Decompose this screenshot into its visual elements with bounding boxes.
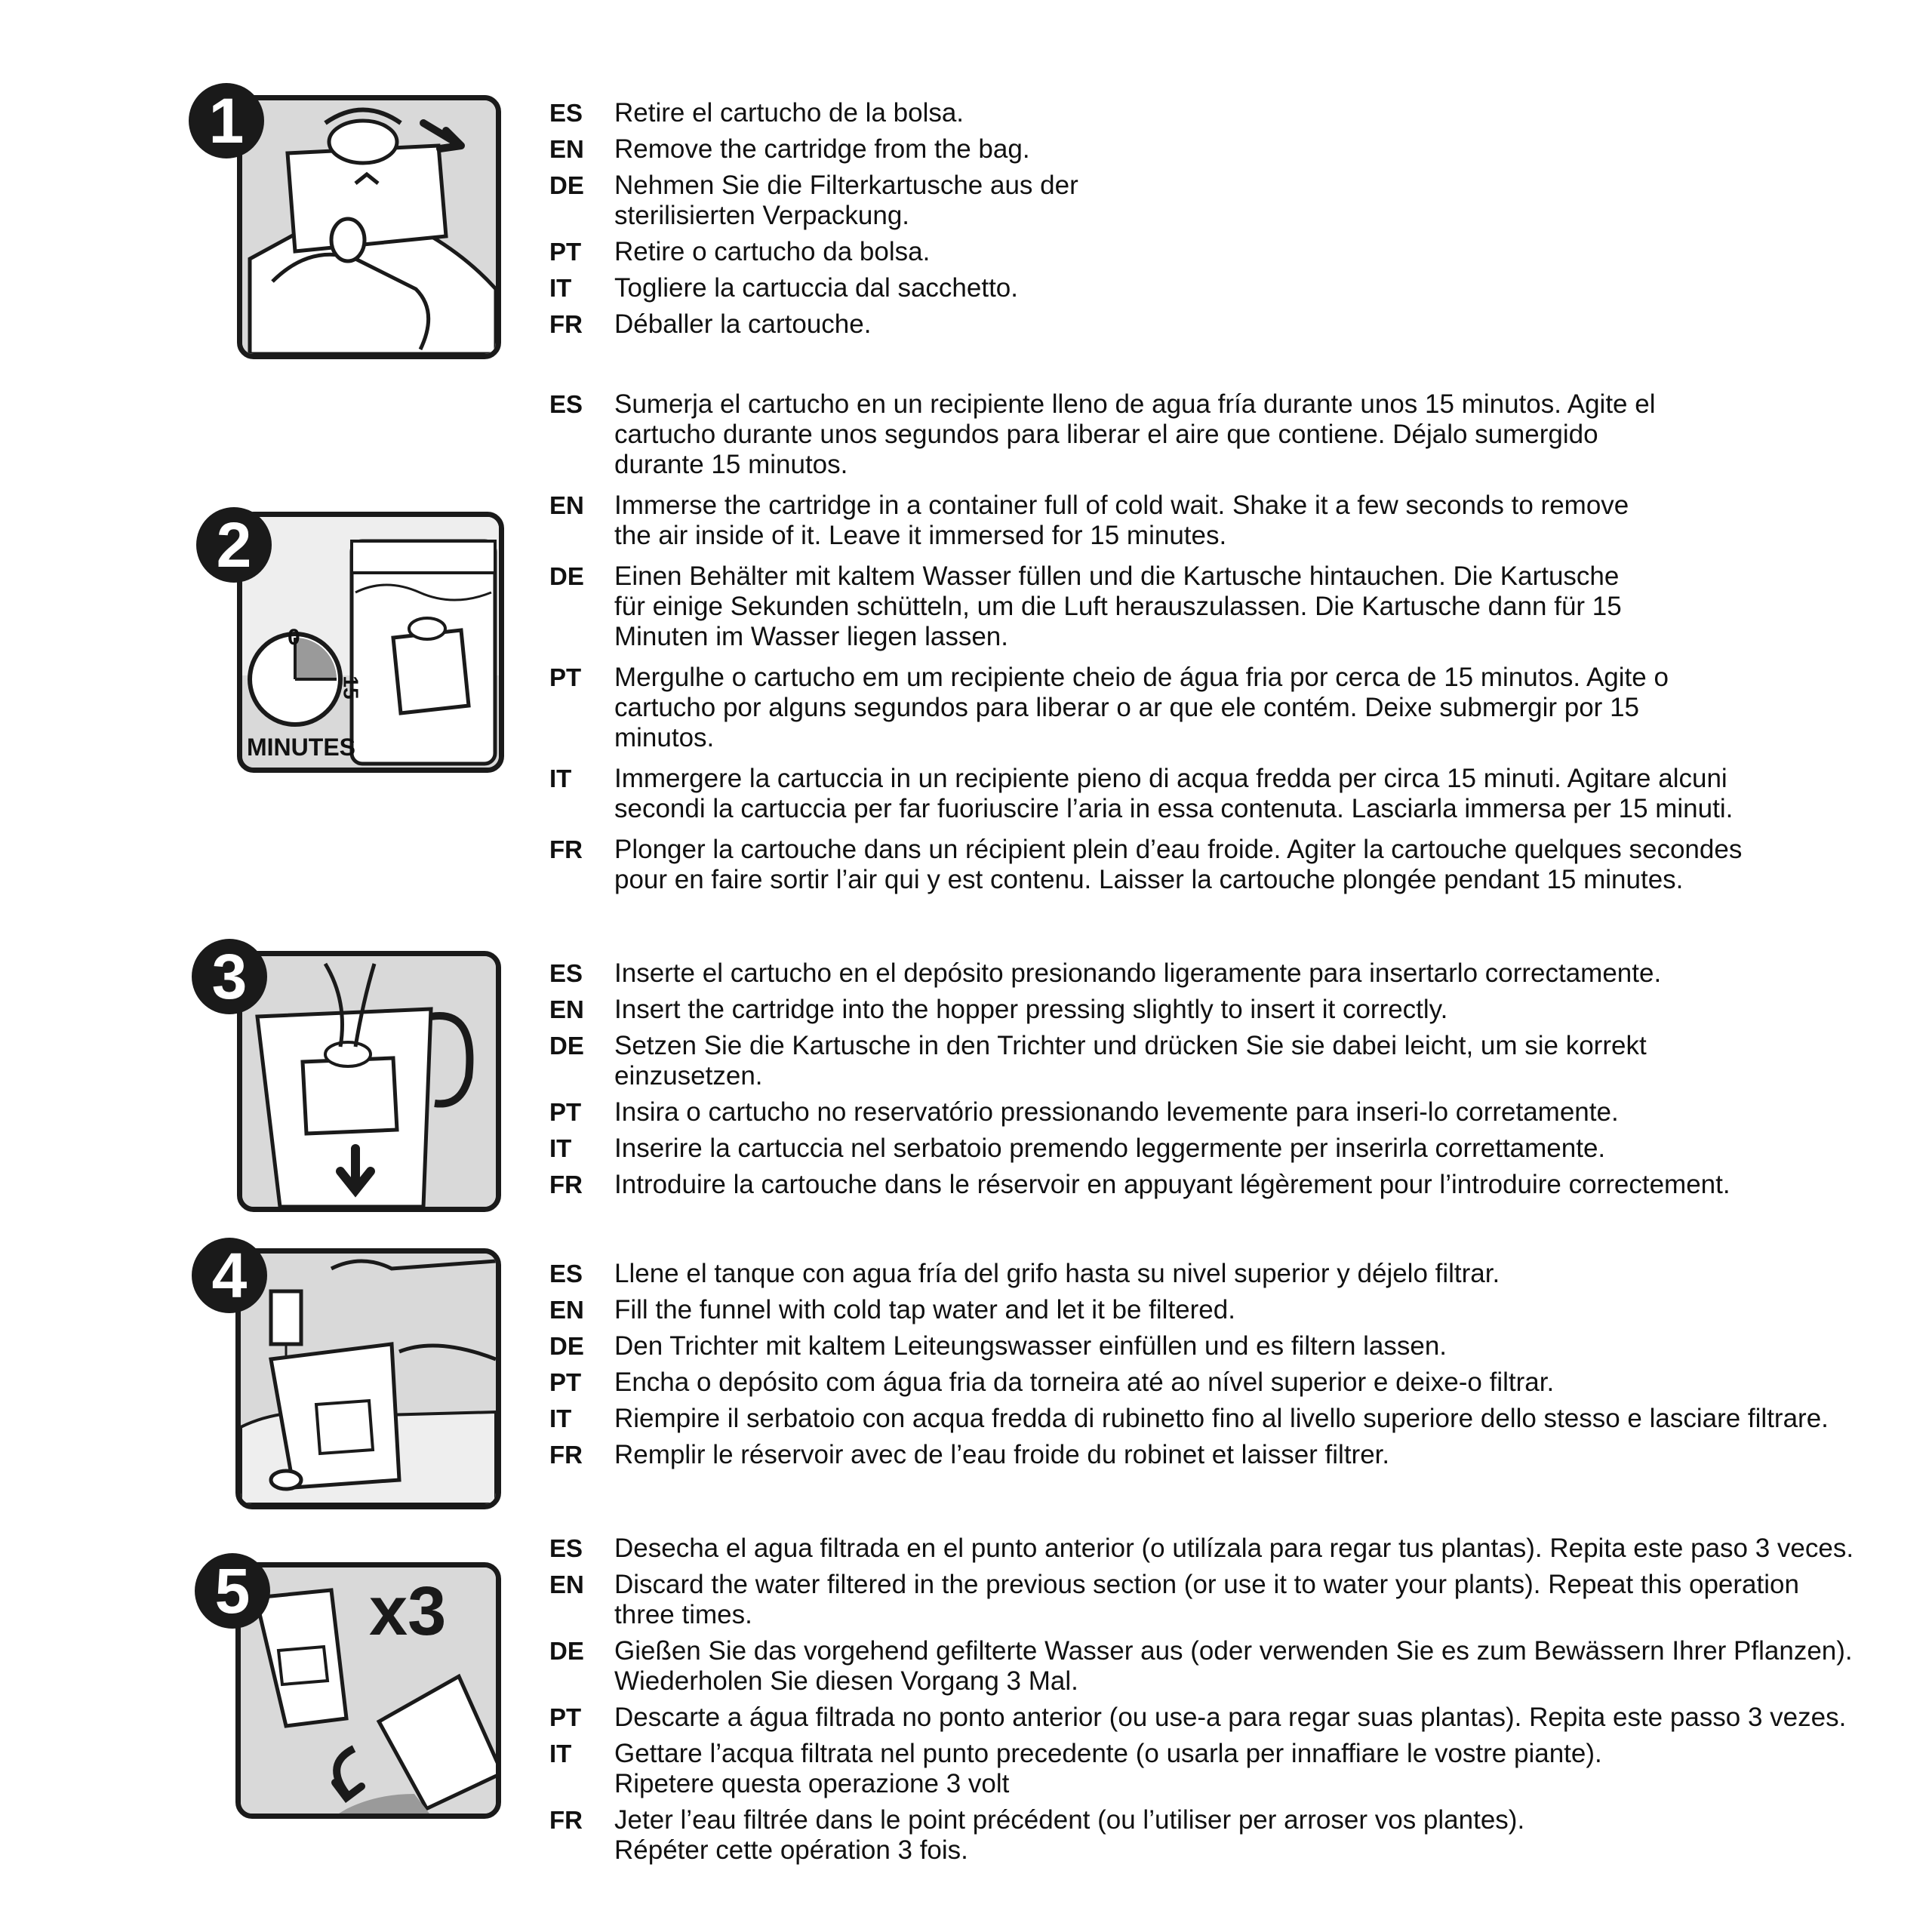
- lang-code: IT: [549, 274, 572, 302]
- instruction-text: Nehmen Sie die Filterkartusche aus der sterilisierten Verpackung.: [614, 171, 1078, 230]
- instruction-text: Encha o depósito com água fria da torneira até ao nível superior e deixe-o filtrar.: [614, 1367, 1555, 1397]
- lang-code: FR: [549, 1171, 583, 1198]
- step-3-line-it: [549, 1134, 1730, 1164]
- step-3-number-badge: 3: [192, 939, 267, 1014]
- lang-code: DE: [549, 1032, 584, 1060]
- step-1-line-fr: [549, 309, 1078, 340]
- lang-code: IT: [549, 764, 572, 792]
- instruction-text: Llene el tanque con agua fría del grifo hasta su nivel superior y déjelo filtrar.: [614, 1259, 1500, 1288]
- step-3-line-pt: [549, 1097, 1730, 1128]
- instruction-text: Déballer la cartouche.: [614, 309, 872, 339]
- lang-code: ES: [549, 1260, 583, 1287]
- instruction-text: Mergulhe o cartucho em um recipiente cheio de água fria por cerca de 15 minutos. Agite o cartucho por alguns segundos para liberar o ar que ele contém. Deixe submergir por 15 minutos.: [614, 663, 1669, 752]
- repeat-count-label: x3: [369, 1573, 447, 1650]
- step-2-line-es: [549, 389, 1742, 480]
- lang-code: ES: [549, 390, 583, 418]
- lang-code: IT: [549, 1404, 572, 1432]
- instruction-text: Fill the funnel with cold tap water and let it be filtered.: [614, 1295, 1235, 1324]
- cartridge-bag-icon: [242, 100, 496, 354]
- instruction-text: Immergere la cartuccia in un recipiente pieno di acqua fredda per circa 15 minuti. Agitare alcuni secondi la cartuccia per far fuoriuscire l’aria in essa contenuta. Lasciarla immersa per 15 minuti.: [614, 764, 1734, 823]
- step-4-line-de: [549, 1331, 1829, 1361]
- instruction-text: Gießen Sie das vorgehend gefilterte Wasser aus (oder verwenden Sie es zum Bewässern Ihrer Pflanzen). Wiederholen Sie diesen Vorgang 3 Mal.: [614, 1636, 1853, 1696]
- step-3-line-es: [549, 958, 1730, 989]
- lang-code: PT: [549, 1368, 582, 1396]
- step-5-line-pt: [549, 1703, 1854, 1733]
- step-4-panel: [235, 1248, 501, 1509]
- instruction-text: Remove the cartridge from the bag.: [614, 134, 1030, 164]
- step-2-line-en: [549, 491, 1742, 551]
- instruction-text: Riempire il serbatoio con acqua fredda di rubinetto fino al livello superiore dello stesso e lasciare filtrare.: [614, 1404, 1829, 1433]
- lang-code: EN: [549, 135, 584, 163]
- lang-code: PT: [549, 663, 582, 691]
- instruction-text: Plonger la cartouche dans un récipient plein d’eau froide. Agiter la cartouche quelques secondes pour en faire sortir l’air qui y est contenu. Laisser la cartouche plongée pendant 15 minutes.: [614, 835, 1743, 894]
- step-3-panel: [237, 951, 501, 1212]
- discard-water-icon: [241, 1567, 496, 1814]
- step-4-line-es: [549, 1259, 1829, 1289]
- tap-fill-icon: [241, 1254, 496, 1504]
- step-2-line-it: [549, 764, 1742, 824]
- lang-code: IT: [549, 1134, 572, 1162]
- step-4-text: [549, 1259, 1829, 1470]
- lang-code: FR: [549, 835, 583, 863]
- step-5-panel: [235, 1562, 501, 1819]
- step-5-line-de: [549, 1636, 1854, 1697]
- lang-code: IT: [549, 1740, 572, 1767]
- lang-code: FR: [549, 310, 583, 338]
- lang-code: DE: [549, 1637, 584, 1665]
- lang-code: DE: [549, 171, 584, 199]
- step-2-text: [549, 389, 1742, 895]
- step-3-line-fr: [549, 1170, 1730, 1200]
- step-1-line-pt: [549, 237, 1078, 267]
- lang-code: EN: [549, 995, 584, 1023]
- instruction-text: Immerse the cartridge in a container full of cold wait. Shake it a few seconds to remove the air inside of it. Leave it immersed for 15 minutes.: [614, 491, 1629, 550]
- timer-zero-label: 0: [288, 625, 300, 650]
- step-4-number-badge: 4: [192, 1238, 267, 1313]
- step-3-text: [549, 958, 1730, 1200]
- step-2-number-badge: 2: [196, 507, 272, 583]
- lang-code: FR: [549, 1441, 583, 1469]
- instruction-text: Insira o cartucho no reservatório pressionando levemente para inseri-lo corretamente.: [614, 1097, 1619, 1127]
- instruction-text: Introduire la cartouche dans le réservoir en appuyant légèrement pour l’introduire correctement.: [614, 1170, 1730, 1199]
- instruction-text: Sumerja el cartucho en un recipiente lleno de agua fría durante unos 15 minutos. Agite el cartucho durante unos segundos para liberar el aire que contiene. Déjalo sumergido durante 15 minutos.: [614, 389, 1656, 479]
- step-2-line-fr: [549, 835, 1742, 895]
- instruction-text: Inserte el cartucho en el depósito presionando ligeramente para insertarlo correctamente.: [614, 958, 1662, 988]
- step-1-line-es: [549, 98, 1078, 128]
- instruction-text: Jeter l’eau filtrée dans le point précédent (ou l’utiliser per arroser vos plantes). Répéter cette opération 3 fois.: [614, 1805, 1525, 1865]
- step-1-panel: [237, 95, 501, 359]
- step-1-line-it: [549, 273, 1078, 303]
- instruction-text: Gettare l’acqua filtrata nel punto precedente (o usarla per innaffiare le vostre piante). Ripetere questa operazione 3 volt: [614, 1739, 1602, 1798]
- instruction-text: Insert the cartridge into the hopper pressing slightly to insert it correctly.: [614, 995, 1448, 1024]
- lang-code: ES: [549, 1534, 583, 1562]
- step-1-number-badge: 1: [189, 83, 264, 158]
- lang-code: FR: [549, 1806, 583, 1834]
- step-5-line-it: [549, 1739, 1854, 1799]
- step-3-line-en: [549, 995, 1730, 1025]
- step-5-number-badge: 5: [195, 1553, 270, 1629]
- step-5-line-en: [549, 1570, 1854, 1630]
- lang-code: DE: [549, 562, 584, 590]
- lang-code: EN: [549, 491, 584, 519]
- lang-code: PT: [549, 1098, 582, 1126]
- step-1-text: [549, 98, 1078, 340]
- instruction-text: Retire o cartucho da bolsa.: [614, 237, 931, 266]
- timer-minutes-label: MINUTES: [247, 734, 355, 761]
- instruction-text: Einen Behälter mit kaltem Wasser füllen und die Kartusche hintauchen. Die Kartusche für einige Sekunden schütteln, um die Luft herauszulassen. Die Kartusche dann für 15 Minuten im Wasser liegen lassen.: [614, 561, 1622, 651]
- instruction-text: Inserire la cartuccia nel serbatoio premendo leggermente per inserirla correttamente.: [614, 1134, 1606, 1163]
- lang-code: PT: [549, 238, 582, 266]
- instruction-text: Retire el cartucho de la bolsa.: [614, 98, 964, 128]
- instruction-text: Setzen Sie die Kartusche in den Trichter und drücken Sie sie dabei leicht, um sie korrekt einzusetzen.: [614, 1031, 1647, 1091]
- lang-code: EN: [549, 1571, 584, 1598]
- instruction-text: Desecha el agua filtrada en el punto anterior (o utilízala para regar tus plantas). Repita este paso 3 veces.: [614, 1534, 1854, 1563]
- instruction-text: Remplir le réservoir avec de l’eau froide du robinet et laisser filtrer.: [614, 1440, 1390, 1469]
- step-1-line-en: [549, 134, 1078, 165]
- step-4-line-pt: [549, 1367, 1829, 1398]
- instruction-text: Togliere la cartuccia dal sacchetto.: [614, 273, 1018, 303]
- step-2-line-pt: [549, 663, 1742, 753]
- pitcher-insert-icon: [242, 956, 496, 1207]
- step-4-line-fr: [549, 1440, 1829, 1470]
- instruction-text: Discard the water filtered in the previous section (or use it to water your plants). Repeat this operation three times.: [614, 1570, 1799, 1629]
- lang-code: ES: [549, 959, 583, 987]
- step-3-line-de: [549, 1031, 1730, 1091]
- lang-code: EN: [549, 1296, 584, 1324]
- step-1-line-de: [549, 171, 1078, 231]
- step-2-panel: [237, 512, 504, 773]
- timer-fifteen-label: 15: [339, 675, 363, 700]
- step-5-line-fr: [549, 1805, 1854, 1866]
- step-4-line-it: [549, 1404, 1829, 1434]
- lang-code: ES: [549, 99, 583, 127]
- step-5-line-es: [549, 1534, 1854, 1564]
- instruction-text: Descarte a água filtrada no ponto anterior (ou use-a para regar suas plantas). Repita este passo 3 vezes.: [614, 1703, 1847, 1732]
- step-5-text: [549, 1534, 1854, 1866]
- lang-code: DE: [549, 1332, 584, 1360]
- step-4-line-en: [549, 1295, 1829, 1325]
- instruction-text: Den Trichter mit kaltem Leiteungswasser einfüllen und es filtern lassen.: [614, 1331, 1447, 1361]
- container-icon: [242, 517, 499, 768]
- step-2-line-de: [549, 561, 1742, 652]
- lang-code: PT: [549, 1703, 582, 1731]
